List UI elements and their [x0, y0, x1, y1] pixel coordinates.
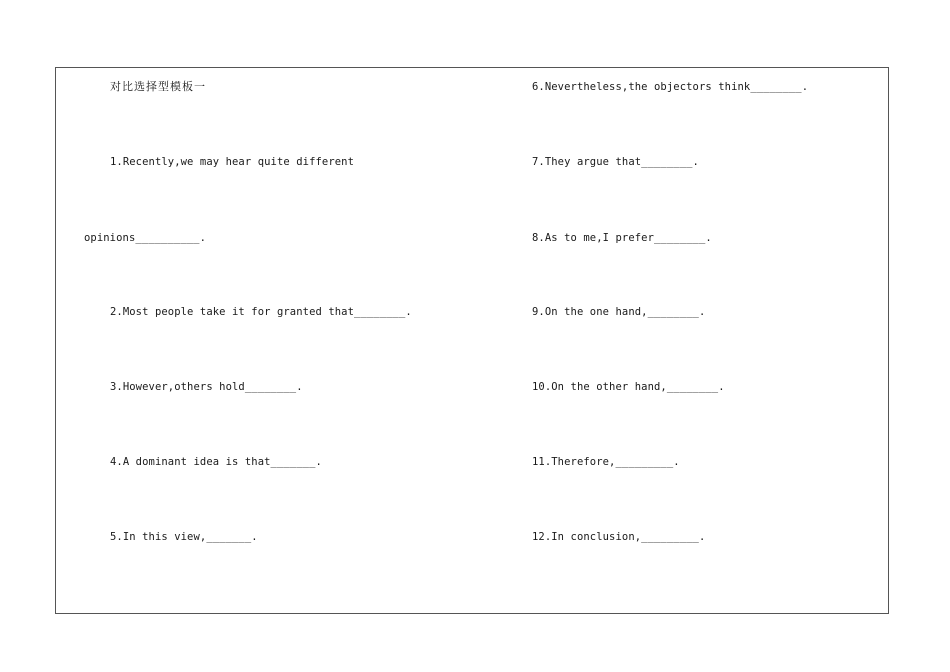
document-title: 对比选择型模板一 [110, 80, 206, 93]
sentence-7: 7.They argue that________. [532, 156, 699, 168]
sentence-12: 12.In conclusion,_________. [532, 531, 706, 543]
sentence-11: 11.Therefore,_________. [532, 456, 680, 468]
sentence-9: 9.On the one hand,________. [532, 306, 706, 318]
sentence-6: 6.Nevertheless,the objectors think________. [532, 81, 809, 93]
sentence-3: 3.However,others hold________. [110, 381, 303, 393]
sentence-2: 2.Most people take it for granted that________. [110, 306, 412, 318]
sentence-1-continuation: opinions__________. [84, 232, 207, 244]
sentence-1: 1.Recently,we may hear quite different [110, 156, 355, 168]
sentence-5: 5.In this view,_______. [110, 531, 258, 543]
sentence-4: 4.A dominant idea is that_______. [110, 456, 322, 468]
sentence-8: 8.As to me,I prefer________. [532, 232, 712, 244]
sentence-10: 10.On the other hand,________. [532, 381, 725, 393]
